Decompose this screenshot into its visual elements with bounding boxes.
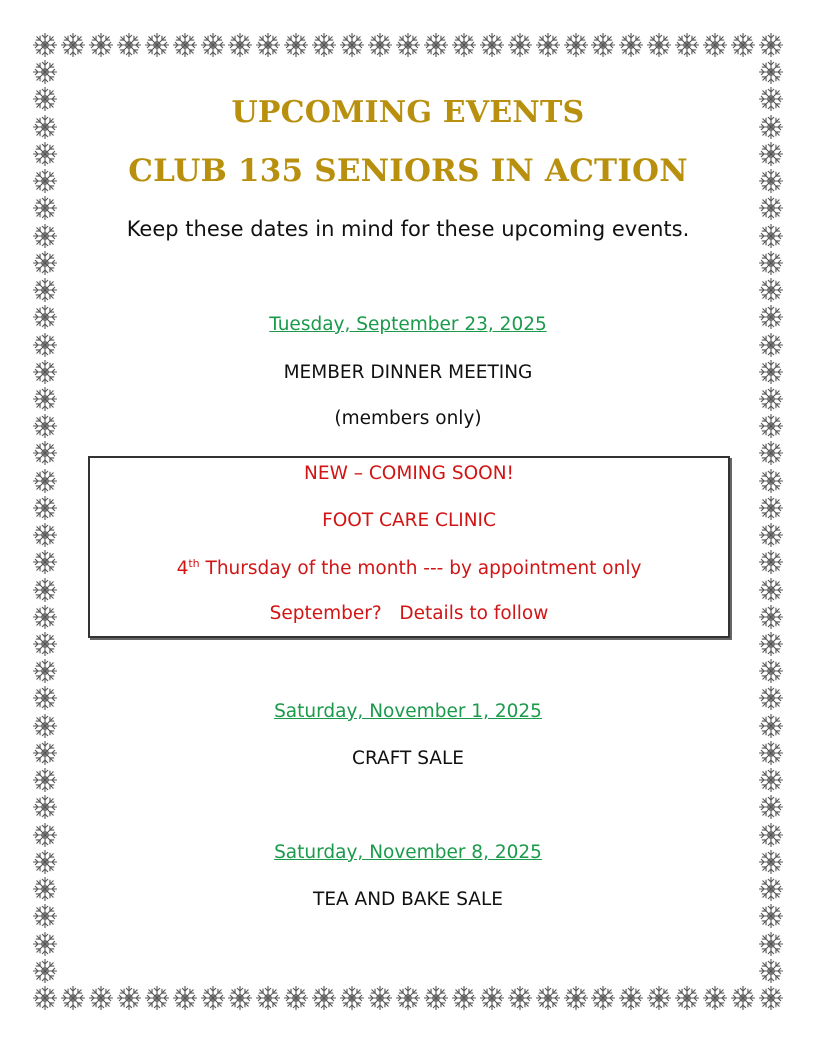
club-name-title: CLUB 135 SENIORS IN ACTION <box>128 153 688 189</box>
event-date-label: Saturday, November 8, 2025 <box>274 842 542 863</box>
snowflake-border-icon <box>227 985 253 1011</box>
snowflake-border-icon <box>702 32 728 58</box>
snowflake-border-icon <box>32 658 58 684</box>
snowflake-border-icon <box>423 985 449 1011</box>
snowflake-border-icon <box>32 577 58 603</box>
snowflake-border-icon <box>32 468 58 494</box>
clinic-schedule <box>90 557 728 579</box>
snowflake-border-icon <box>758 549 784 575</box>
snowflake-border-icon <box>758 332 784 358</box>
event-date <box>0 842 816 863</box>
snowflake-border-icon <box>32 604 58 630</box>
snowflake-border-icon <box>758 794 784 820</box>
snowflake-border-icon <box>144 32 170 58</box>
snowflake-border-icon <box>758 522 784 548</box>
snowflake-border-icon <box>758 277 784 303</box>
snowflake-border-icon <box>590 985 616 1011</box>
snowflake-border-icon <box>758 631 784 657</box>
snowflake-border-icon <box>395 32 421 58</box>
snowflake-border-icon <box>646 985 672 1011</box>
snowflake-border-icon <box>339 985 365 1011</box>
snowflake-border-icon <box>283 32 309 58</box>
snowflake-border-icon <box>227 32 253 58</box>
snowflake-border-icon <box>32 250 58 276</box>
snowflake-border-icon <box>758 250 784 276</box>
snowflake-border-icon <box>758 59 784 85</box>
snowflake-border-icon <box>255 985 281 1011</box>
snowflake-border-icon <box>255 32 281 58</box>
snowflake-border-icon <box>172 32 198 58</box>
event-date <box>0 701 816 722</box>
event-name: CRAFT SALE <box>352 748 464 769</box>
snowflake-border-icon <box>32 440 58 466</box>
snowflake-border-icon <box>88 32 114 58</box>
event-date-label: Saturday, November 1, 2025 <box>274 701 542 722</box>
snowflake-border-icon <box>618 985 644 1011</box>
snowflake-border-icon <box>32 767 58 793</box>
snowflake-border-icon <box>32 277 58 303</box>
snowflake-border-icon <box>674 985 700 1011</box>
snowflake-border-icon <box>758 985 784 1011</box>
snowflake-border-icon <box>646 32 672 58</box>
snowflake-border-icon <box>172 985 198 1011</box>
snowflake-border-icon <box>395 985 421 1011</box>
clinic-schedule-number: 4 <box>176 558 189 580</box>
snowflake-border-icon <box>32 32 58 58</box>
snowflake-border-icon <box>283 985 309 1011</box>
clinic-title: FOOT CARE CLINIC <box>322 510 496 531</box>
snowflake-border-icon <box>758 468 784 494</box>
snowflake-border-icon <box>32 794 58 820</box>
snowflake-border-icon <box>60 985 86 1011</box>
snowflake-border-icon <box>674 32 700 58</box>
event-name: MEMBER DINNER MEETING <box>283 362 533 383</box>
snowflake-border-icon <box>32 958 58 984</box>
snowflake-border-icon <box>32 332 58 358</box>
snowflake-border-icon <box>618 32 644 58</box>
snowflake-border-icon <box>758 658 784 684</box>
clinic-announcement-box <box>88 456 730 638</box>
snowflake-border-icon <box>367 32 393 58</box>
snowflake-border-icon <box>507 32 533 58</box>
snowflake-border-icon <box>758 604 784 630</box>
snowflake-border-icon <box>32 631 58 657</box>
snowflake-border-icon <box>60 32 86 58</box>
page-title: UPCOMING EVENTS <box>231 95 585 130</box>
snowflake-border-icon <box>32 59 58 85</box>
snowflake-border-icon <box>88 985 114 1011</box>
snowflake-border-icon <box>535 32 561 58</box>
snowflake-border-icon <box>563 985 589 1011</box>
snowflake-border-icon <box>563 32 589 58</box>
event-name: TEA AND BAKE SALE <box>313 889 503 910</box>
snowflake-border-icon <box>32 549 58 575</box>
snowflake-border-icon <box>479 32 505 58</box>
snowflake-border-icon <box>311 985 337 1011</box>
snowflake-border-icon <box>200 985 226 1011</box>
intro-text: Keep these dates in mind for these upcoming events. <box>126 217 690 241</box>
clinic-headline: NEW – COMING SOON! <box>304 463 514 484</box>
snowflake-border-icon <box>423 32 449 58</box>
snowflake-border-icon <box>311 32 337 58</box>
snowflake-border-icon <box>730 985 756 1011</box>
snowflake-border-icon <box>730 32 756 58</box>
snowflake-border-icon <box>758 32 784 58</box>
snowflake-border-icon <box>758 495 784 521</box>
snowflake-border-icon <box>451 985 477 1011</box>
clinic-schedule-ordinal: th <box>188 557 200 570</box>
snowflake-border-icon <box>32 985 58 1011</box>
snowflake-border-icon <box>32 522 58 548</box>
snowflake-border-icon <box>339 32 365 58</box>
snowflake-border-icon <box>758 577 784 603</box>
clinic-schedule-text: Thursday of the month --- by appointment only <box>199 558 642 580</box>
snowflake-border-icon <box>507 985 533 1011</box>
snowflake-border-icon <box>479 985 505 1011</box>
event-date <box>0 314 816 335</box>
snowflake-border-icon <box>32 931 58 957</box>
snowflake-border-icon <box>451 32 477 58</box>
snowflake-border-icon <box>758 931 784 957</box>
snowflake-border-icon <box>758 767 784 793</box>
clinic-details: September? Details to follow <box>269 603 549 624</box>
event-note: (members only) <box>334 408 482 429</box>
snowflake-border-icon <box>590 32 616 58</box>
snowflake-border-icon <box>116 32 142 58</box>
snowflake-border-icon <box>758 958 784 984</box>
snowflake-border-icon <box>702 985 728 1011</box>
snowflake-border-icon <box>367 985 393 1011</box>
snowflake-border-icon <box>200 32 226 58</box>
event-date-label: Tuesday, September 23, 2025 <box>269 314 547 335</box>
snowflake-border-icon <box>144 985 170 1011</box>
snowflake-border-icon <box>32 495 58 521</box>
snowflake-border-icon <box>758 440 784 466</box>
snowflake-border-icon <box>116 985 142 1011</box>
snowflake-border-icon <box>535 985 561 1011</box>
